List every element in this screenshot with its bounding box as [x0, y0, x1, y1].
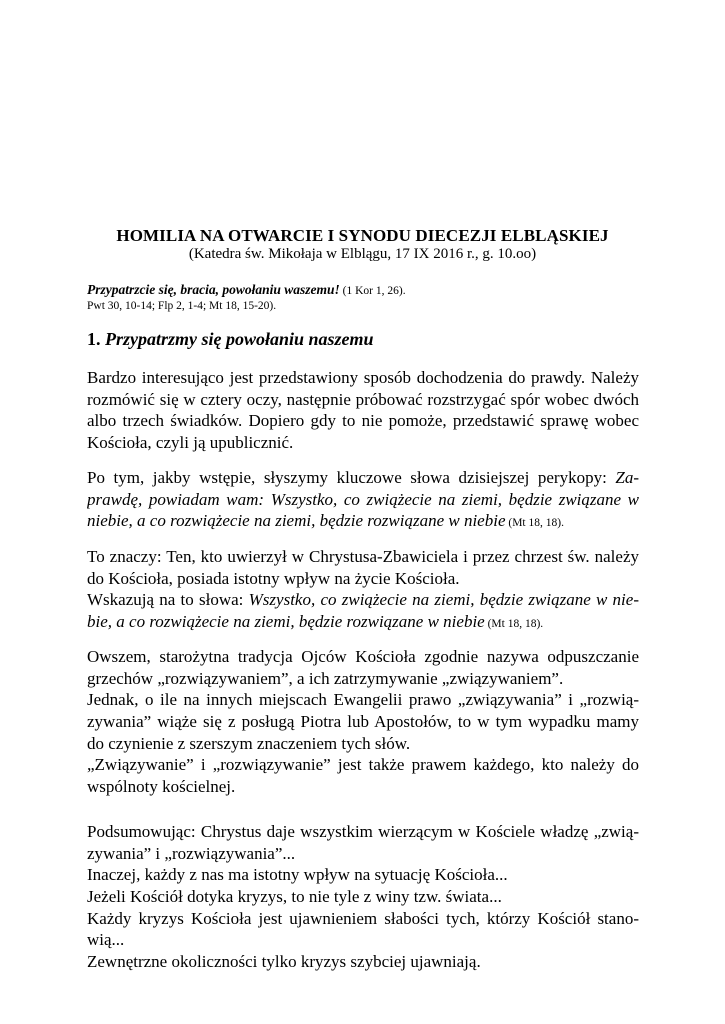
text-line: Zewnętrzne okoliczności tylko kryzys szybciej ujawniają.	[87, 952, 481, 972]
paragraph-3	[87, 546, 639, 636]
text-line: Kościoła, czyli ją upublicznić.	[87, 433, 294, 453]
section-heading	[87, 329, 639, 350]
text-line: wspólnoty kościelnej.	[87, 777, 236, 797]
text-line	[87, 510, 639, 535]
paragraph-5	[87, 821, 639, 973]
paragraph-2	[87, 467, 639, 535]
text-line: albo trzech świadków. Dopiero gdy to nie pomoże, przedstawić sprawę wobec	[87, 411, 639, 431]
motto-quote: Przypatrzcie się, bracia, powołaniu waszemu!	[87, 282, 340, 297]
scripture-ref: (Mt 18, 18).	[505, 517, 564, 530]
text-run: Za-	[615, 468, 639, 487]
text-line: prawdę, powiadam wam: Wszystko, co zwiążecie na ziemi, będzie związane w	[87, 489, 639, 509]
text-run: Po tym, jakby wstępie, słyszymy kluczowe słowa dzisiejszej perykopy:	[87, 468, 616, 487]
motto	[87, 282, 639, 314]
text-line	[87, 589, 639, 611]
text-line: To znaczy: Ten, kto uwierzył w Chrystusa-Zbawiciela i przez chrzest św. należy	[87, 547, 639, 566]
text-line: Inaczej, każdy z nas ma istotny wpływ na sytuację Kościoła...	[87, 865, 508, 885]
paragraph-1	[87, 367, 639, 454]
text-line: do Kościoła, posiada istotny wpływ na życie Kościoła.	[87, 568, 460, 588]
motto-readings: Pwt 30, 10-14; Flp 2, 1-4; Mt 18, 15-20).	[87, 300, 277, 312]
text-line: rozmówić się w cztery oczy, następnie próbować rozstrzygać spór wobec dwóch	[87, 389, 639, 409]
text-line: Owszem, starożytna tradycja Ojców Kościoła zgodnie nazywa odpuszczanie	[87, 647, 639, 666]
text-run: Wskazują na to słowa:	[87, 590, 249, 610]
text-line: wią...	[87, 930, 125, 950]
text-line: zywania” i „rozwiązywania”...	[87, 843, 296, 863]
document-title: HOMILIA NA OTWARCIE I SYNODU DIECEZJI ELBLĄSKIEJ	[116, 226, 609, 245]
text-line: Jeżeli Kościół dotyka kryzys, to nie tyle z winy tzw. świata...	[87, 887, 502, 907]
text-line	[87, 611, 639, 636]
section-title: Przypatrzmy się powołaniu naszemu	[105, 329, 374, 349]
scripture-ref: (Mt 18, 18).	[484, 618, 544, 631]
text-run: Wszystko, co zwiążecie na ziemi, będzie związane w nie-	[248, 590, 639, 610]
text-line: Podsumowując: Chrystus daje wszystkim wierzącym w Kościele władzę „zwią-	[87, 822, 639, 841]
text-line: Bardzo interesująco jest przedstawiony sposób dochodzenia do prawdy. Należy	[87, 368, 639, 387]
text-line: Jednak, o ile na innych miejscach Ewangelii prawo „związywania” i „rozwią-	[87, 690, 639, 710]
text-line: „Związywanie” i „rozwiązywanie” jest także prawem każdego, kto należy do	[87, 755, 639, 775]
section-number: 1.	[87, 329, 105, 349]
text-line: Każdy kryzys Kościoła jest ujawnieniem słabości tych, którzy Kościół stano-	[87, 908, 639, 928]
text-line: grzechów „rozwiązywaniem”, a ich zatrzymywanie „związywaniem”.	[87, 668, 564, 688]
text-run: niebie, a co rozwiążecie na ziemi, będzie rozwiązane w niebie	[87, 511, 506, 531]
text-run: bie, a co rozwiążecie na ziemi, będzie rozwiązane w niebie	[87, 612, 485, 632]
paragraph-4	[87, 646, 639, 798]
text-line: zywania” wiąże się z posługą Piotra lub Apostołów, to w tym wypadku mamy	[87, 712, 639, 732]
motto-quote-ref: (1 Kor 1, 26).	[339, 285, 406, 297]
text-line: do czynienie z szerszym znaczeniem tych słów.	[87, 733, 411, 753]
document-subtitle: (Katedra św. Mikołaja w Elblągu, 17 IX 2016 r., g. 10.oo)	[188, 246, 537, 262]
text-line	[87, 467, 639, 489]
